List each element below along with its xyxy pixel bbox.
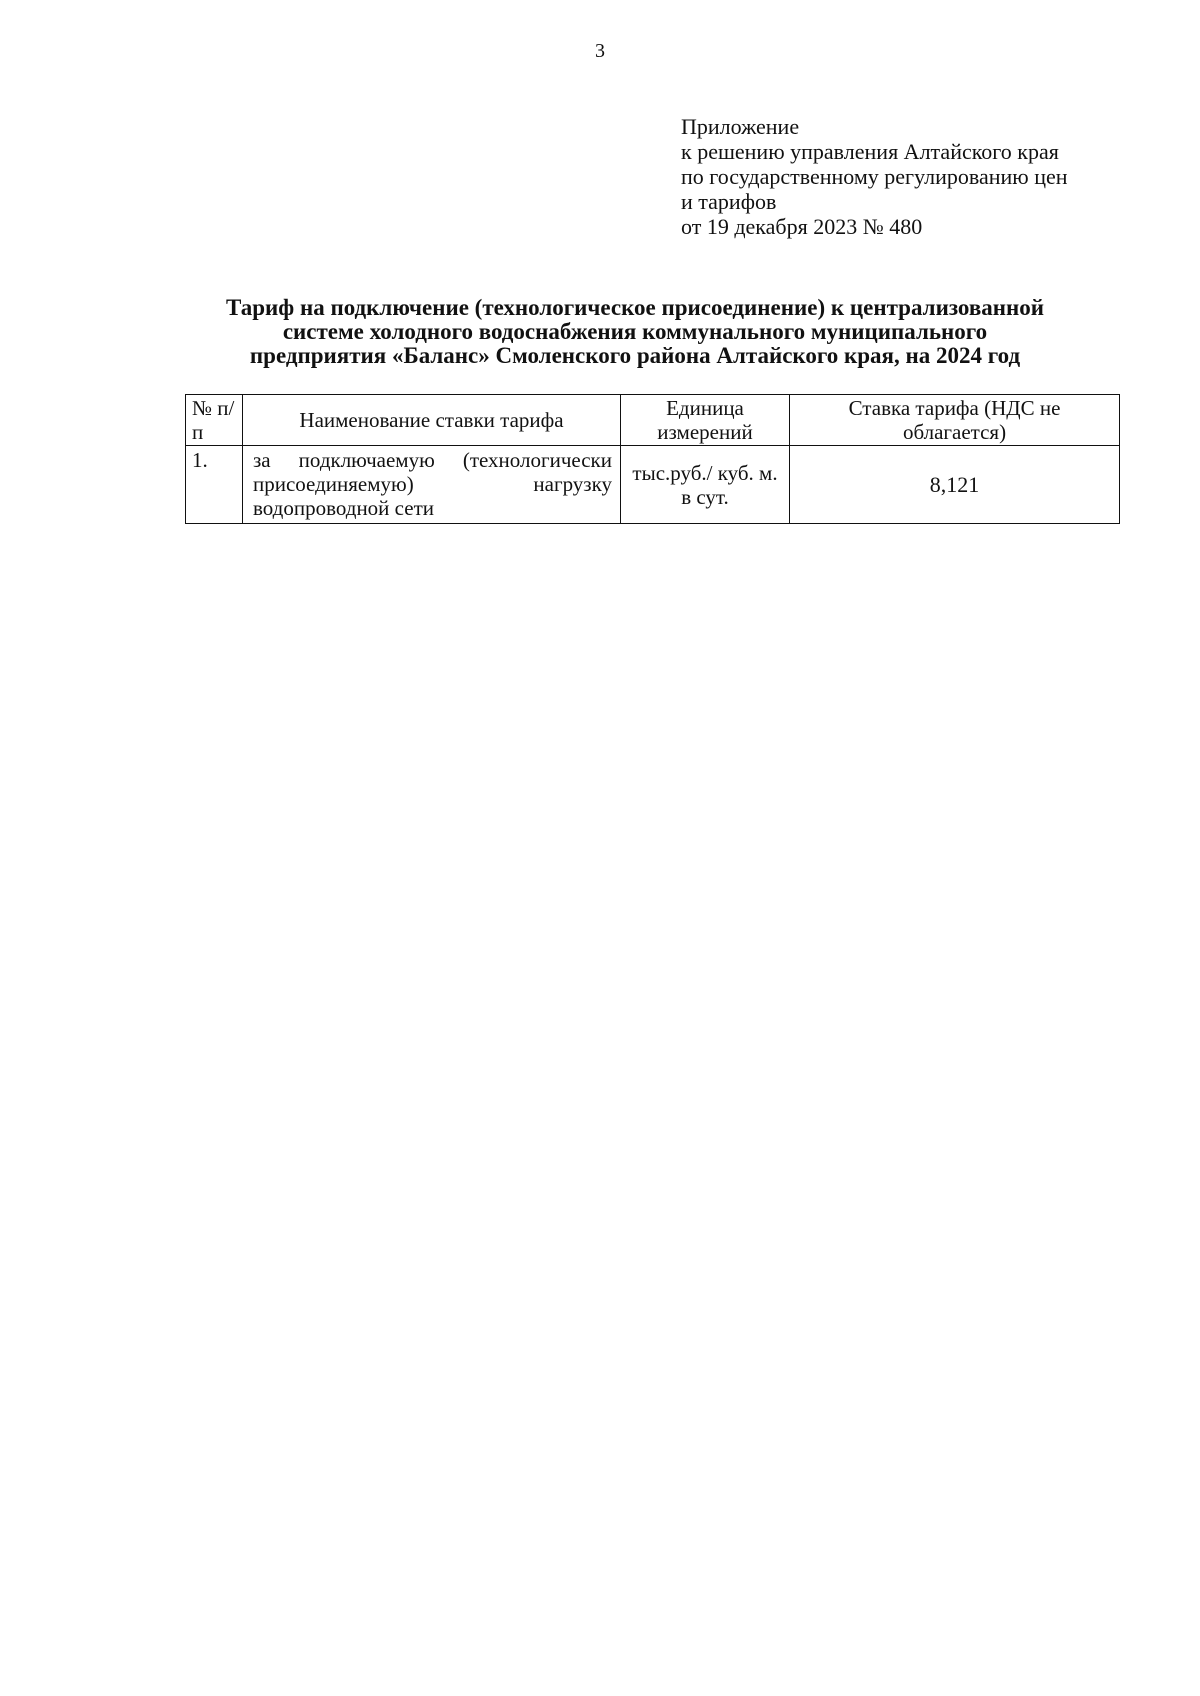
cell-rate-name: за подключаемую (технологически присоединяемую) нагрузку водопроводной сети (243, 446, 621, 524)
table-header-row (186, 395, 1120, 446)
approval-line: Приложение (681, 114, 800, 139)
title-line: системе холодного водоснабжения коммунального муниципального (282, 319, 988, 344)
header-rate-name: Наименование ставки тарифа (243, 395, 621, 446)
approval-line: от 19 декабря 2023 № 480 (681, 214, 923, 239)
tariff-table (185, 394, 1120, 524)
table-row (186, 446, 1120, 524)
cell-rate-value: 8,121 (790, 446, 1120, 524)
header-unit: Единица измерений (621, 395, 790, 446)
header-rate-value: Ставка тарифа (НДС не облагается) (790, 395, 1120, 446)
approval-line: к решению управления Алтайского края (681, 139, 1059, 164)
approval-line: и тарифов (681, 189, 777, 214)
title-line: Тариф на подключение (технологическое присоединение) к централизованной (225, 295, 1045, 320)
approval-line: по государственному регулированию цен (681, 164, 1068, 189)
cell-unit: тыс.руб./ куб. м. в сут. (621, 446, 790, 524)
document-title (140, 296, 1130, 368)
page-number: 3 (595, 40, 605, 62)
title-line: предприятия «Баланс» Смоленского района Алтайского края, на 2024 год (249, 343, 1021, 368)
cell-number: 1. (186, 446, 243, 524)
approval-block (681, 114, 1068, 239)
header-number: № п/п (186, 395, 243, 446)
